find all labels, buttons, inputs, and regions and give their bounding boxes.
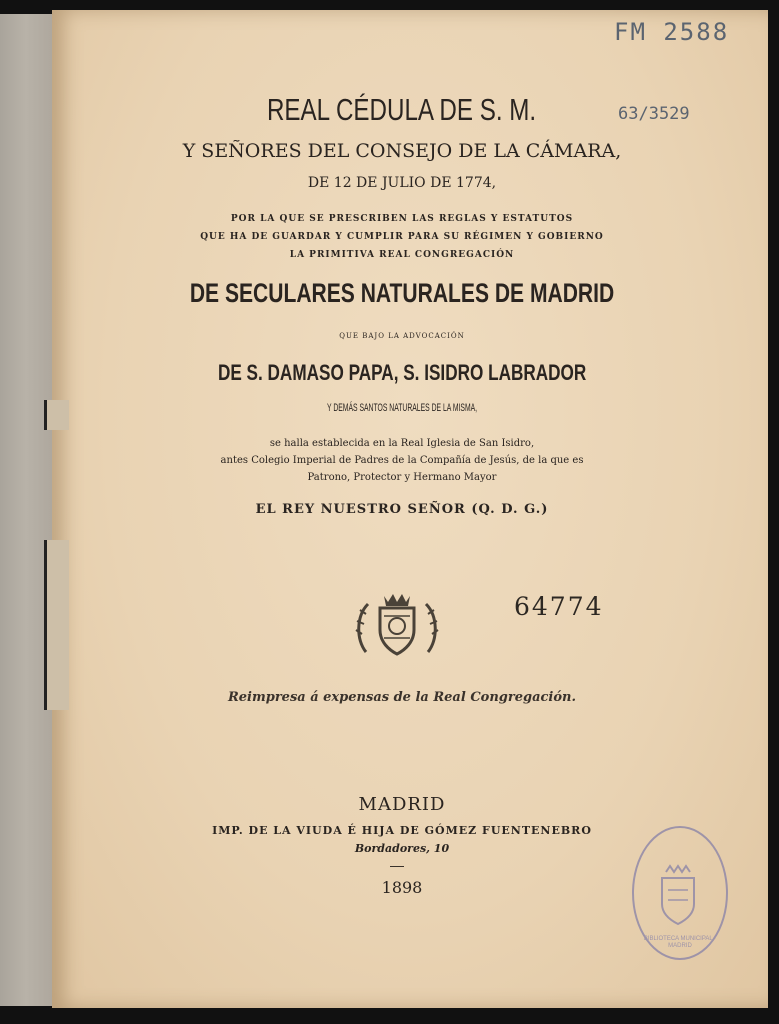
intro-line: LA PRIMITIVA REAL CONGREGACIÓN xyxy=(289,250,515,260)
imprint-city: MADRID xyxy=(358,794,446,815)
imprint-divider xyxy=(390,866,404,867)
document-title: REAL CÉDULA DE S. M. xyxy=(267,92,537,127)
patron-line: EL REY NUESTRO SEÑOR (Q. D. G.) xyxy=(255,502,549,517)
printer-name: IMP. DE LA VIUDA É HIJA DE GÓMEZ FUENTENEBRO xyxy=(212,824,592,837)
printer-address: Bordadores, 10 xyxy=(354,842,450,855)
advocation-line: QUE BAJO LA ADVOCACIÓN xyxy=(339,332,465,340)
congregation-heading: DE SECULARES NATURALES DE MADRID xyxy=(189,278,615,308)
intro-line: QUE HA DE GUARDAR Y CUMPLIR PARA SU RÉGIMEN Y GOBIERNO xyxy=(200,232,604,242)
location-line: Patrono, Protector y Hermano Mayor xyxy=(307,472,497,483)
accession-number: 64774 xyxy=(514,592,604,621)
document-date: DE 12 DE JULIO DE 1774, xyxy=(307,175,497,191)
library-stamp-text: BIBLIOTECA MUNICIPAL · MADRID xyxy=(643,936,717,950)
saints-subheading: Y DEMÁS SANTOS NATURALES DE LA MISMA, xyxy=(326,402,478,414)
location-line: antes Colegio Imperial de Padres de la Compañía de Jesús, de la que es xyxy=(220,455,584,466)
reprint-note: Reimpresa á expensas de la Real Congregación. xyxy=(227,690,577,705)
saints-heading: DE S. DAMASO PAPA, S. ISIDRO LABRADOR xyxy=(217,360,587,385)
imprint-year: 1898 xyxy=(381,878,423,897)
shelf-mark: 63/3529 xyxy=(618,104,690,124)
call-number: FM 2588 xyxy=(614,18,730,46)
torn-edge xyxy=(44,540,69,710)
document-subtitle: Y SEÑORES DEL CONSEJO DE LA CÁMARA, xyxy=(182,140,622,162)
royal-coat-of-arms-icon xyxy=(354,590,440,660)
library-stamp xyxy=(632,826,728,960)
intro-line: POR LA QUE SE PRESCRIBEN LAS REGLAS Y ESTATUTOS xyxy=(230,214,574,224)
location-line: se halla establecida en la Real Iglesia de San Isidro, xyxy=(269,438,535,449)
